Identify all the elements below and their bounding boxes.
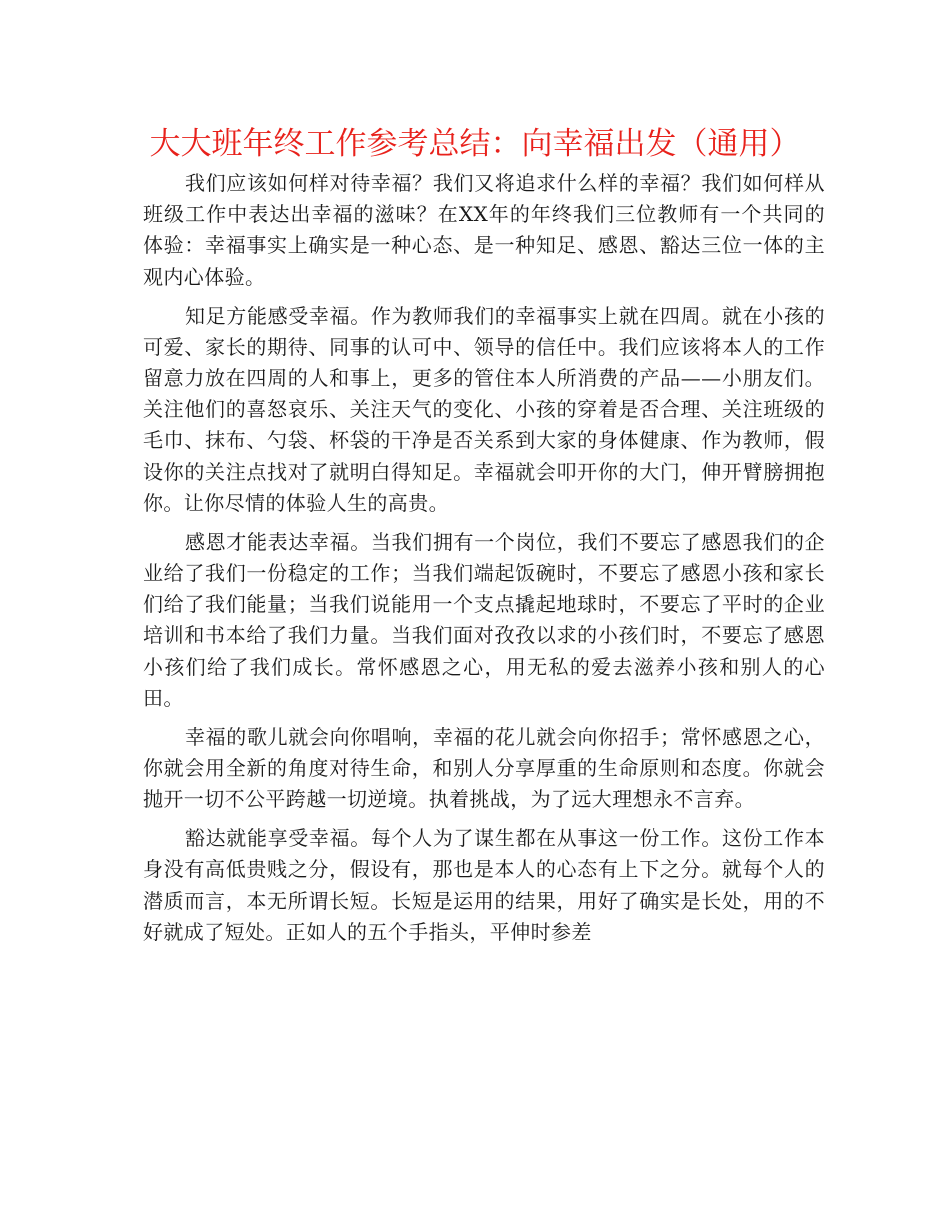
paragraph: 我们应该如何样对待幸福？我们又将追求什么样的幸福？我们如何样从班级工作中表达出幸福的滋味？在XX年的年终我们三位教师有一个共同的体验：幸福事实上确实是一种心态、是一种知足、感恩、豁达三位一体的主观内心体验。	[143, 171, 825, 289]
paragraph: 幸福的歌儿就会向你唱响，幸福的花儿就会向你招手；常怀感恩之心，你就会用全新的角度对待生命，和别人分享厚重的生命原则和态度。你就会抛开一切不公平跨越一切逆境。执着挑战，为了远大理想永不言弃。	[143, 724, 825, 812]
document-body	[143, 168, 825, 956]
paragraph: 豁达就能享受幸福。每个人为了谋生都在从事这一份工作。这份工作本身没有高低贵贱之分，假设有，那也是本人的心态有上下之分。就每个人的潜质而言，本无所谓长短。长短是运用的结果，用好了确实是长处，用的不好就成了短处。正如人的五个手指头，平伸时参差	[143, 826, 825, 944]
document-title: 大大班年终工作参考总结：向幸福出发（通用）	[149, 126, 801, 162]
paragraph: 知足方能感受幸福。作为教师我们的幸福事实上就在四周。就在小孩的可爱、家长的期待、同事的认可中、领导的信任中。我们应该将本人的工作留意力放在四周的人和事上，更多的管住本人所消费的产品——小朋友们。关注他们的喜怒哀乐、关注天气的变化、小孩的穿着是否合理、关注班级的毛巾、抹布、勺袋、杯袋的干净是否关系到大家的身体健康、作为教师，假设你的关注点找对了就明白得知足。幸福就会叩开你的大门，伸开臂膀拥抱你。让你尽情的体验人生的高贵。	[143, 303, 825, 515]
paragraph: 感恩才能表达幸福。当我们拥有一个岗位，我们不要忘了感恩我们的企业给了我们一份稳定的工作；当我们端起饭碗时，不要忘了感恩小孩和家长们给了我们能量；当我们说能用一个支点撬起地球时，不要忘了平时的企业培训和书本给了我们力量。当我们面对孜孜以求的小孩们时，不要忘了感恩小孩们给了我们成长。常怀感恩之心，用无私的爱去滋养小孩和别人的心田。	[143, 529, 825, 710]
